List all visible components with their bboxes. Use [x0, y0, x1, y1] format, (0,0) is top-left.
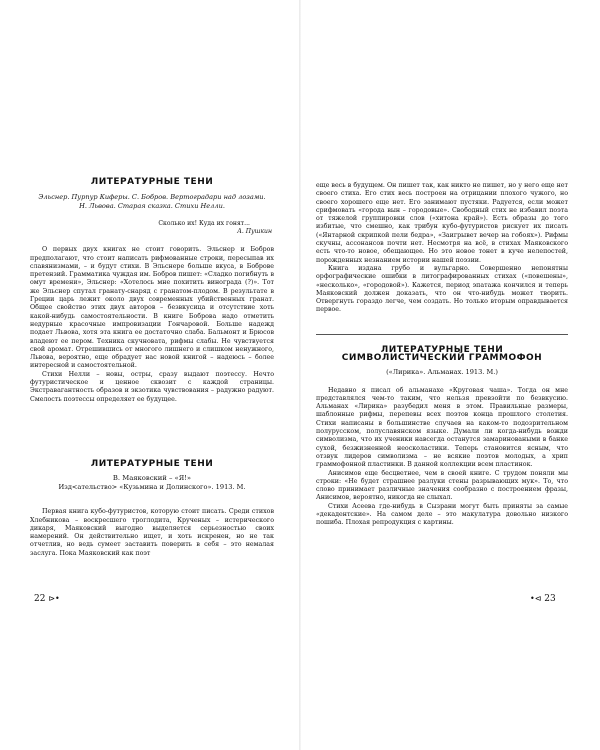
- section-heading: ЛИТЕРАТУРНЫЕ ТЕНИ: [90, 459, 214, 469]
- book-title-line: В. Маяковский – «Я!»: [112, 474, 192, 483]
- section-symbolist-gramophone: [316, 346, 568, 528]
- paragraph: Первая книга кубо-футуристов, которую стоит писать. Среди стихов Хлебникова – воскресшего троглодита, Крученых – истерического дикаря, Маяковский выгодно выделяется серьезностью своих намерений. Он действительно ищет, и хоть искренен, но не так отчетлив, но ведь сумеет заставить поверить в себя – это немалая заслуга. Пока Маяковский как поэт: [30, 508, 274, 557]
- epigraph: [30, 220, 272, 236]
- section-subtitle: [30, 193, 274, 211]
- paragraph: Книга издана грубо и вульгарно. Совершенно непонятны орфографические ошибки в литографированных стихах («повешены», «несколько», «городовой»). Кажется, период эпатажа кончился и теперь Маяковский должен доказать, что он что-нибудь может творить. Отвергнуть гораздо легче, чем создать. Но только вторым оправдывается первое.: [316, 264, 568, 314]
- book-title-line: («Лирика». Альманах. 1913. М.): [386, 367, 498, 376]
- section-literary-shadows-2: [30, 460, 274, 558]
- subtitle-line: Эльснер. Пурпур Киферы. С. Бобров. Вертоградари над лозами.: [38, 193, 266, 202]
- paragraph: Недавно я писал об альманахе «Круговая чаша». Тогда он мне представлялся чем-то таким, что нельзя превзойти по безвкусию. Альманах «Лирика» разубедил меня в этом. Правильные размеры, шаблонные рифмы, перепевы всех поэтов конца прошлого столетия. Стихи написаны в большинстве случаев на каком-то подозрительном полурусском, полуславянском языке. Думали ли когда-нибудь вожди символизма, что их ученики навсегда останутся замариноваными в банке сухой, безжизненной неосколастики. Теперь становится ясным, что отзвук лидеров символизма – не всякие поэтов молодых, а хрип граммофонной пластинки. В данной коллекции всем пластинок.: [316, 386, 568, 469]
- paragraph: Стихи Нелли – новы, остры, сразу выдают поэтессу. Нечто футуристическое и ценное сквозит с каждой страницы. Экстравагантность образов и экзотика чувствования – радужно радуют. Смелость поэтессы определяет ее будущее.: [30, 370, 274, 403]
- subtitle-line: Н. Львова. Старая сказка. Стихи Нелли.: [79, 202, 225, 211]
- continuation-text: [316, 182, 568, 315]
- section-body: [30, 508, 274, 558]
- page-number: 23: [544, 594, 556, 604]
- section-divider: [316, 334, 568, 335]
- section-literary-shadows-1: [30, 178, 274, 404]
- page-number-left: [34, 594, 60, 604]
- section-heading: ЛИТЕРАТУРНЫЕ ТЕНИ: [90, 177, 214, 187]
- epigraph-author: А. Пушкин: [237, 228, 272, 236]
- paragraph: Анисимов еще бесцветнее, чем в своей книге. С трудом поняли мы строки: «Не будет страшнее разлуки стены разрывающих мук». То, что слово принимает различные значения сообразно с построением фразы, Анисимов, вероятно, никогда не слыхал.: [316, 469, 568, 502]
- publisher-line: Изд<ательство> «Кузьмина и Долинского». 1913. М.: [58, 483, 246, 492]
- section-heading-sub: СИМВОЛИСТИЧЕСКИЙ ГРАММОФОН: [341, 353, 543, 364]
- paragraph: Стихи Асеева где-нибудь в Сызрани могут быть приняты за самые «декадентские». На самом деле – это макулатура довольно низкого пошиба. Плохая репродукция с картины.: [316, 502, 568, 527]
- page-number: 22: [34, 594, 46, 604]
- section-body: [316, 387, 568, 528]
- paragraph: еще весь в будущем. Он пишет так, как никто не пишет, но у него еще нет своего стиха. Его стих весь построен на отрицании плохого чужого, но своего хорошего еще нет. Его занимают пустяки. Радуется, если может срифмовать «города вын – городовые». Свободный стих не избавил поэта от тяжелой группировки слов («хитона край»). Есть образы до того избитые, что смешно, как трибун кубо-футуристов рискует их писать («Янтарной скрипкой пели бедра», «Заигрывет вечер на гобоях»). Рифмы скучны, ассонансов почти нет. Несмотря на всё, в стихах Маяковского есть что-то новое, обещающее. Но это новое тонет в куче нелепостей, порожденных незнанием истории нашей поэзии.: [316, 182, 568, 264]
- right-page: [300, 0, 600, 750]
- paragraph: О первых двух книгах не стоит говорить. Эльснер и Бобров предполагают, что стоит написать рифмованные строки, пересыпав их славянизмами, – и будут стихи. В Эльснере больше вкуса, в Боброве претензий. Грамматика чуждая им. Бобров пишет: «Сладко погибнуть в омут времени», Эльснер: «Хотелось мне похитить винограда (?)». Тот же Эльснер спутал гранату-снаряд с гранатом-плодом. В результате в Греции царь лежит около двух современных убийственных гранат. Общее свойство этих двух авторов – безвкусица и отсутствие хоть какой-нибудь самостоятельности. В книге Боброва надо отметить недурные красочные импровизации Гончаровой. Больше надежд подает Львова, хотя эта книга ее достаточно слаба. Бальмонт и Брюсов владеют ее пером. Техника скучновата, рифмы слабы. Не чувствуется свой аромат. Отрешившись от многого лишнего и слишком ненужного, Львова, вероятно, еще обрадует нас новой книгой – надеюсь – более интересной и самостоятельной.: [30, 246, 274, 370]
- epigraph-text: Сколько их! Куда их гонят...: [158, 220, 250, 228]
- page-ornament-icon: •⊲: [530, 594, 542, 603]
- page-ornament-icon: ⊳•: [48, 594, 60, 603]
- section-body: [30, 246, 274, 404]
- page-number-right: [530, 594, 556, 604]
- section-heading: ЛИТЕРАТУРНЫЕ ТЕНИ: [380, 345, 504, 355]
